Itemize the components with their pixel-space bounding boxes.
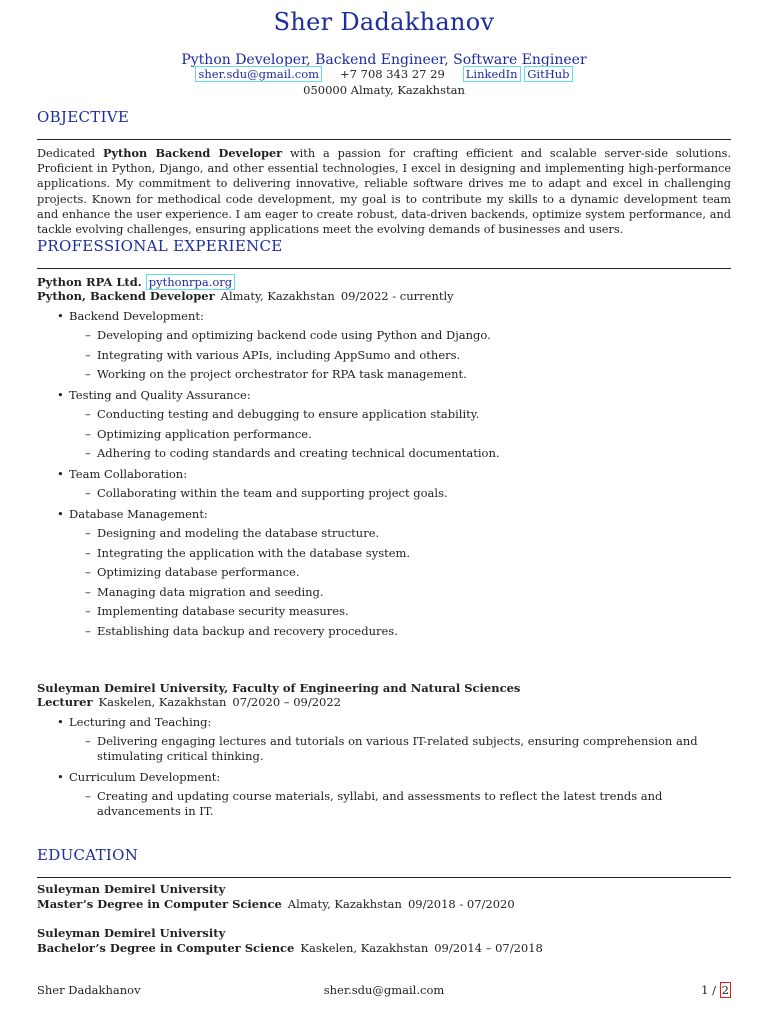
headline: Python Developer, Backend Engineer, Software Engineer [181,52,587,68]
role-line: Lecturer Kaskelen, Kazakhstan 07/2020 – 09/2022 [37,695,341,709]
duty-category [37,309,731,382]
duty-category-label: • Testing and Quality Assurance: [69,388,251,402]
education-entry-bachelors [37,926,731,956]
company-line: Python RPA Ltd. pythonrpa.org [37,275,731,289]
duty-category-label: • Database Management: [69,507,208,521]
duty-category-label: • Lecturing and Teaching: [69,715,212,729]
company-website-link[interactable]: pythonrpa.org [146,274,235,290]
duty-item: – Developing and optimizing backend code using Python and Django. [69,328,731,343]
duty-item: – Establishing data backup and recovery procedures. [69,624,731,639]
linkedin-link[interactable]: LinkedIn [463,66,521,82]
degree-line: Bachelor’s Degree in Computer Science Kaskelen, Kazakhstan 09/2014 – 07/2018 [37,941,543,955]
duty-item: – Managing data migration and seeding. [69,585,731,600]
contact-line [37,67,731,81]
objective-heading: OBJECTIVE [37,108,130,126]
job-duties [37,309,731,639]
school-name: Suleyman Demirel University [37,882,226,896]
page-number: 1 / 2 [701,983,729,997]
duty-item: – Integrating with various APIs, including AppSumo and others. [69,348,731,363]
company-line: Suleyman Demirel University, Faculty of Engineering and Natural Sciences [37,681,521,695]
address: 050000 Almaty, Kazakhstan [303,83,465,97]
phone-number: +7 708 343 27 29 [340,67,445,81]
candidate-name: Sher Dadakhanov [273,8,495,36]
email-link[interactable]: sher.sdu@gmail.com [195,66,322,82]
duty-item: – Optimizing database performance. [69,565,731,580]
duty-category-label: • Team Collaboration: [69,467,188,481]
school-name: Suleyman Demirel University [37,926,226,940]
experience-divider [37,268,731,269]
duty-category [37,507,731,639]
footer-email: sher.sdu@gmail.com [323,983,445,997]
duty-item: – Adhering to coding standards and creating technical documentation. [69,446,731,461]
education-heading: EDUCATION [37,846,139,864]
resume-page [37,0,731,1024]
duty-item: – Delivering engaging lectures and tutorials on various IT-related subjects, ensuring comprehension and stimulating critical thinking. [69,734,731,764]
education-divider [37,877,731,878]
degree-line: Master’s Degree in Computer Science Almaty, Kazakhstan 09/2018 - 07/2020 [37,897,515,911]
duty-item: – Integrating the application with the database system. [69,546,731,561]
education-entry-masters [37,882,731,912]
duty-category-label: • Curriculum Development: [69,770,221,784]
github-link[interactable]: GitHub [524,66,572,82]
job-duties [37,715,731,819]
role-line: Python, Backend Developer Almaty, Kazakhstan 09/2022 - currently [37,289,454,303]
job-entry-python-rpa [37,275,731,645]
duty-category [37,467,731,501]
duty-item: – Optimizing application performance. [69,427,731,442]
duty-item: – Implementing database security measures. [69,604,731,619]
experience-heading: PROFESSIONAL EXPERIENCE [37,237,283,255]
objective-text: Dedicated Python Backend Developer with a passion for crafting efficient and scalable server-side solutions. Proficient in Python, Django, and other essential technologies, I excel in designing and implementing high-performance applications. My commitment to delivering innovative, reliable software drives me to adapt and excel in challenging projects. Known for methodical code development, my goal is to contribute my skills to a dynamic development team and enhance the user experience. I am eager to create robust, data-driven backends, optimize system performance, and tackle evolving challenges, ensuring applications meet the evolving demands of businesses and users. [37,146,731,237]
duty-category [37,715,731,764]
duty-category [37,770,731,819]
objective-divider [37,139,731,140]
job-entry-sdu [37,681,731,825]
duty-item: – Collaborating within the team and supporting project goals. [69,486,731,501]
duty-category-label: • Backend Development: [69,309,204,323]
duty-item: – Conducting testing and debugging to ensure application stability. [69,407,731,422]
total-pages-link[interactable]: 2 [721,983,729,997]
duty-item: – Designing and modeling the database structure. [69,526,731,541]
duty-item: – Working on the project orchestrator for RPA task management. [69,367,731,382]
duty-category [37,388,731,461]
footer-name: Sher Dadakhanov [37,983,141,997]
duty-item: – Creating and updating course materials, syllabi, and assessments to reflect the latest trends and advancements in IT. [69,789,731,819]
